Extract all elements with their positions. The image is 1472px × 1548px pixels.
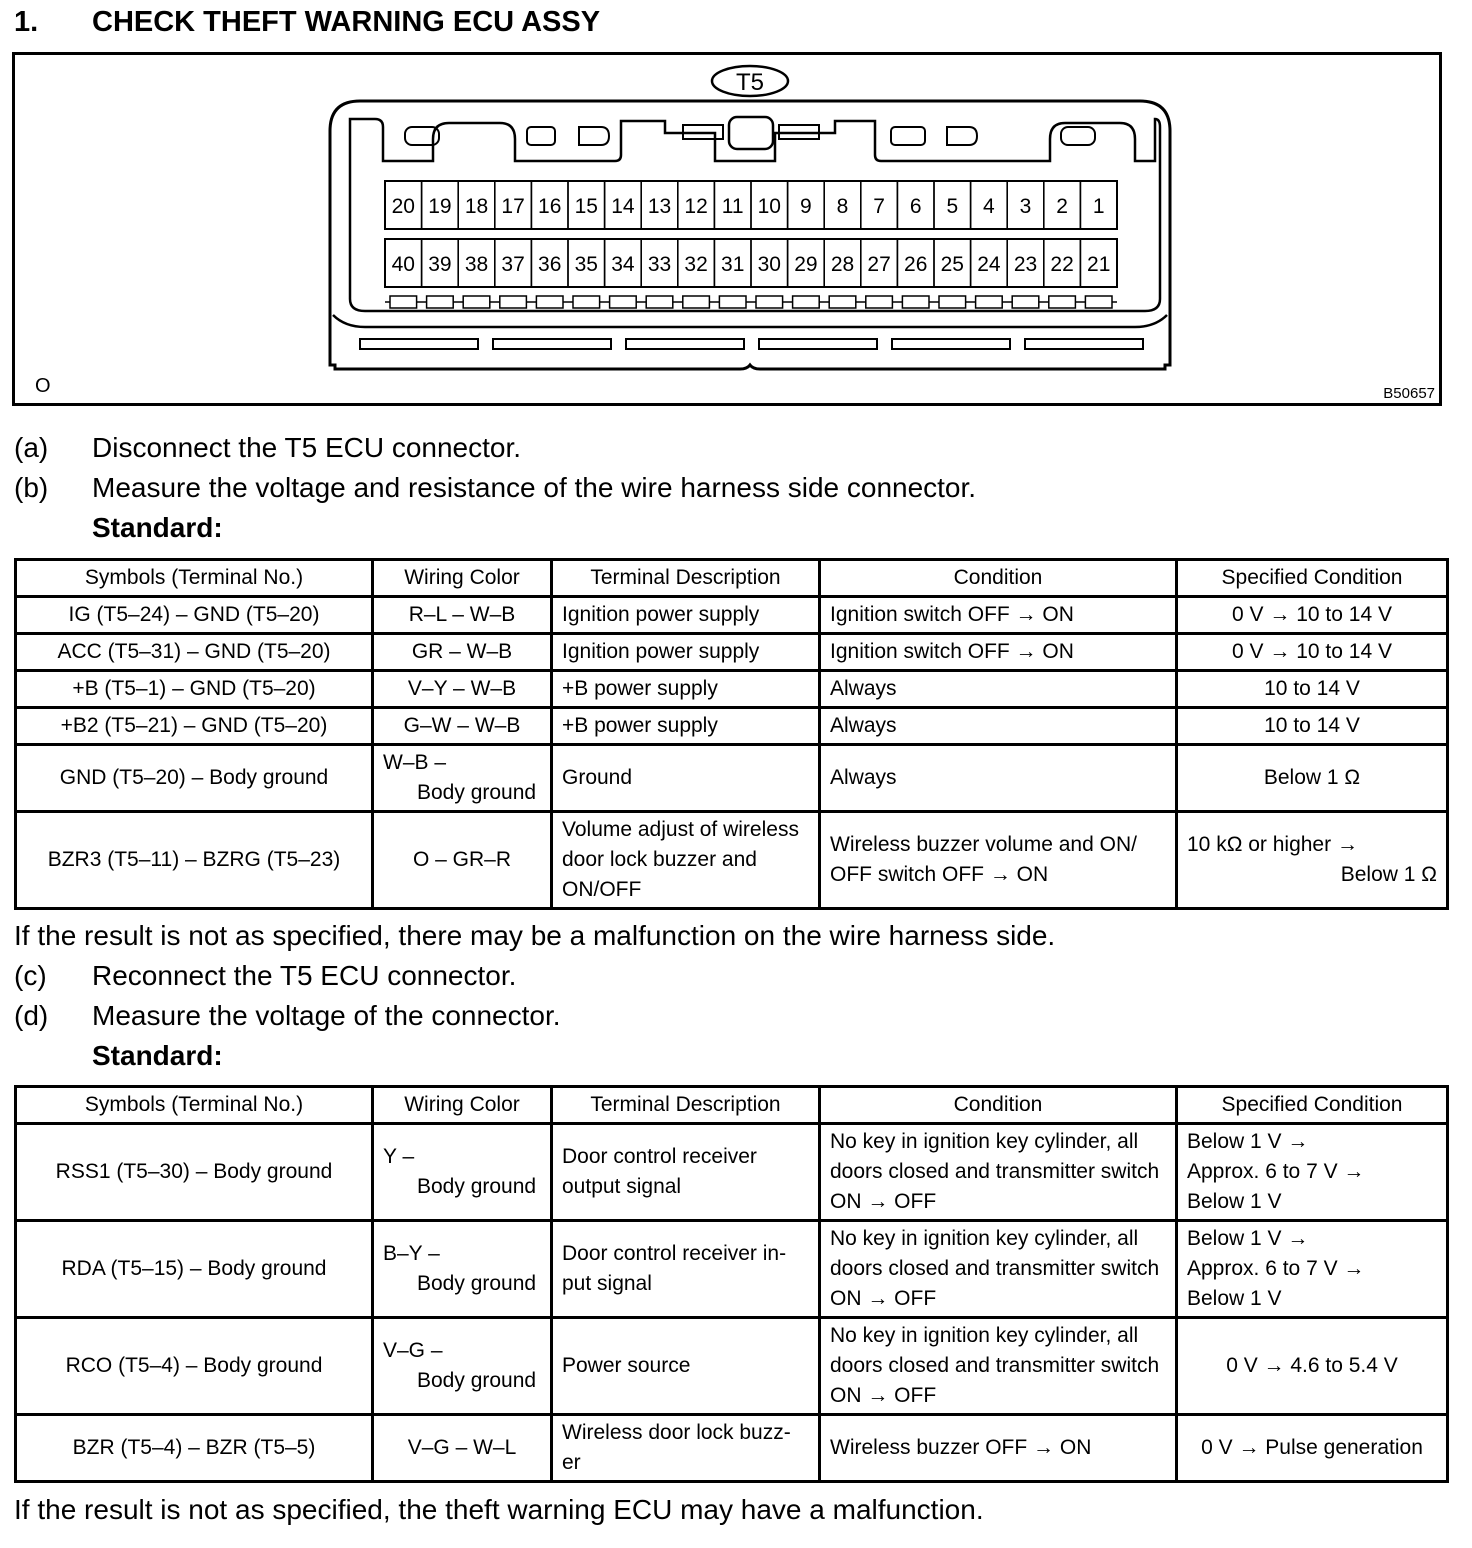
- cell-color: R–L – W–B: [373, 597, 552, 634]
- cell-color: [373, 1318, 552, 1415]
- terminal-number: 1: [1092, 195, 1105, 218]
- step-label: (a): [14, 432, 49, 463]
- spec-line: Below 1 V →: [1187, 1227, 1309, 1250]
- key-slot: [527, 127, 555, 145]
- terminal-number: 35: [574, 253, 598, 276]
- cell-cond: No key in ignition key cylinder, all doors closed and transmitter switch ON → OFF: [820, 1221, 1177, 1318]
- cell-desc: Ground: [552, 745, 820, 812]
- step-label: (d): [14, 1000, 49, 1031]
- pin: [390, 296, 417, 308]
- step-text: Measure the voltage of the connector.: [92, 1000, 561, 1031]
- terminal-number: 27: [867, 253, 891, 276]
- color-line: Body ground: [417, 1272, 537, 1295]
- terminal-number: 24: [977, 253, 1001, 276]
- pin: [976, 296, 1003, 308]
- spec-line: 10 kΩ or higher →: [1187, 833, 1358, 856]
- cell-color: O – GR–R: [373, 812, 552, 909]
- pin: [829, 296, 856, 308]
- terminal-number: 22: [1050, 253, 1074, 276]
- terminals-group: [385, 181, 1117, 287]
- pin: [1012, 296, 1039, 308]
- cell-symbol: BZR (T5–4) – BZR (T5–5): [16, 1415, 373, 1482]
- spec-line: Below 1 V →: [1187, 1130, 1309, 1153]
- cell-spec: [1177, 1124, 1448, 1221]
- cell-cond: Always: [820, 671, 1177, 708]
- step-text: Measure the voltage and resistance of the wire harness side connector.: [92, 472, 977, 503]
- header-symbols: Symbols (Terminal No.): [16, 560, 373, 597]
- color-line: Body ground: [417, 1369, 537, 1392]
- cell-spec: [1177, 1221, 1448, 1318]
- color-line: W–B –: [383, 751, 447, 774]
- cell-color: V–Y – W–B: [373, 671, 552, 708]
- table-row: [16, 1415, 1448, 1482]
- step-d: [14, 1000, 561, 1032]
- header-condition: Condition: [820, 560, 1177, 597]
- step-a: [14, 432, 521, 464]
- cell-cond: Wireless buzzer volume and ON/ OFF switch OFF → ON: [820, 812, 1177, 909]
- cell-spec: 0 V → Pulse generation: [1177, 1415, 1448, 1482]
- table-header-row: [16, 1087, 1448, 1124]
- cell-symbol: RDA (T5–15) – Body ground: [16, 1221, 373, 1318]
- header-wiring-color: Wiring Color: [373, 1087, 552, 1124]
- key-slot: [579, 127, 609, 145]
- pin: [756, 296, 783, 308]
- cell-desc: Door control receiver output signal: [552, 1124, 820, 1221]
- header-symbols: Symbols (Terminal No.): [16, 1087, 373, 1124]
- figure-left-mark: O: [35, 375, 51, 397]
- table-row: [16, 671, 1448, 708]
- table-row: [16, 1221, 1448, 1318]
- cell-spec: 0 V → 10 to 14 V: [1177, 597, 1448, 634]
- center-key: [729, 117, 773, 149]
- cell-cond: Always: [820, 708, 1177, 745]
- key-slot: [1061, 127, 1095, 145]
- terminal-number: 2: [1056, 195, 1068, 218]
- figure-code: B50657: [1383, 385, 1435, 402]
- terminal-number: 33: [647, 253, 672, 276]
- terminal-number: 4: [983, 195, 995, 218]
- cell-color: [373, 1124, 552, 1221]
- bottom-slot: [759, 339, 877, 349]
- key-slot: [891, 127, 925, 145]
- cell-symbol: GND (T5–20) – Body ground: [16, 745, 373, 812]
- table-row: [16, 634, 1448, 671]
- terminal-number: 26: [904, 253, 928, 276]
- table-header-row: [16, 560, 1448, 597]
- pin: [683, 296, 710, 308]
- terminal-number: 10: [757, 195, 781, 218]
- note-harness: If the result is not as specified, there may be a malfunction on the wire harness side.: [14, 920, 1056, 951]
- terminal-number: 31: [721, 253, 745, 276]
- terminal-number: 13: [647, 195, 672, 218]
- terminal-number: 14: [611, 195, 635, 218]
- terminal-number: 18: [464, 195, 489, 218]
- cell-spec: 10 to 14 V: [1177, 708, 1448, 745]
- pin: [719, 296, 746, 308]
- connector-figure: [12, 52, 1442, 406]
- cell-spec: 0 V → 4.6 to 5.4 V: [1177, 1318, 1448, 1415]
- harness-spec-table: [14, 558, 1449, 910]
- cell-color: [373, 745, 552, 812]
- pin: [427, 296, 454, 308]
- terminal-number: 40: [391, 253, 415, 276]
- cell-symbol: BZR3 (T5–11) – BZRG (T5–23): [16, 812, 373, 909]
- table-row: [16, 708, 1448, 745]
- connector-housing: [330, 101, 1170, 369]
- cell-desc: Ignition power supply: [552, 634, 820, 671]
- terminal-number: 11: [721, 195, 744, 218]
- step-text: Disconnect the T5 ECU connector.: [92, 432, 522, 463]
- cell-symbol: RCO (T5–4) – Body ground: [16, 1318, 373, 1415]
- terminal-number: 16: [538, 195, 562, 218]
- header-wiring-color: Wiring Color: [373, 560, 552, 597]
- terminal-number: 21: [1087, 253, 1111, 276]
- cell-symbol: IG (T5–24) – GND (T5–20): [16, 597, 373, 634]
- terminal-number: 17: [501, 195, 525, 218]
- step-label: (b): [14, 472, 49, 503]
- table-row: [16, 1318, 1448, 1415]
- pin: [939, 296, 966, 308]
- table-row: [16, 597, 1448, 634]
- bottom-slot: [493, 339, 611, 349]
- bottom-slot: [360, 339, 478, 349]
- cell-desc: Power source: [552, 1318, 820, 1415]
- section-title: CHECK THEFT WARNING ECU ASSY: [92, 6, 601, 38]
- spec-line: Approx. 6 to 7 V →: [1187, 1160, 1365, 1183]
- cell-color: [373, 1221, 552, 1318]
- terminal-number: 39: [428, 253, 452, 276]
- pin: [463, 296, 490, 308]
- header-specified-condition: Specified Condition: [1177, 1087, 1448, 1124]
- cell-symbol: +B2 (T5–21) – GND (T5–20): [16, 708, 373, 745]
- pin: [573, 296, 600, 308]
- table-row: [16, 1124, 1448, 1221]
- terminal-number: 23: [1013, 253, 1038, 276]
- pin: [536, 296, 563, 308]
- color-line: V–G –: [383, 1339, 443, 1362]
- section-number: 1.: [14, 6, 39, 38]
- pin: [866, 296, 893, 308]
- connector-label: T5: [735, 69, 765, 96]
- cell-desc: +B power supply: [552, 671, 820, 708]
- cell-color: V–G – W–L: [373, 1415, 552, 1482]
- step-text: Reconnect the T5 ECU connector.: [92, 960, 517, 991]
- terminal-number: 32: [684, 253, 708, 276]
- bottom-slot: [892, 339, 1010, 349]
- cell-desc: Door control receiver in- put signal: [552, 1221, 820, 1318]
- connector-spec-table: [14, 1085, 1449, 1483]
- housing-flange: [333, 315, 1167, 327]
- pin: [793, 296, 820, 308]
- cell-spec: Below 1 Ω: [1177, 745, 1448, 812]
- step-b: [14, 472, 976, 504]
- cell-spec: 10 to 14 V: [1177, 671, 1448, 708]
- step-c: [14, 960, 516, 992]
- cell-color: G–W – W–B: [373, 708, 552, 745]
- header-specified-condition: Specified Condition: [1177, 560, 1448, 597]
- header-terminal-description: Terminal Description: [552, 1087, 820, 1124]
- terminal-number: 37: [501, 253, 525, 276]
- bottom-slot: [1025, 339, 1143, 349]
- terminal-number: 12: [684, 195, 708, 218]
- color-line: B–Y –: [383, 1242, 440, 1265]
- spec-line: Approx. 6 to 7 V →: [1187, 1257, 1365, 1280]
- pin: [1085, 296, 1112, 308]
- standard-label: Standard:: [92, 1040, 223, 1071]
- standard-label: Standard:: [92, 512, 223, 543]
- terminal-number: 34: [611, 253, 635, 276]
- cell-desc: Ignition power supply: [552, 597, 820, 634]
- terminal-number: 20: [391, 195, 415, 218]
- cell-cond: Wireless buzzer OFF → ON: [820, 1415, 1177, 1482]
- bottom-slot: [626, 339, 744, 349]
- pin: [902, 296, 929, 308]
- table-row: [16, 812, 1448, 909]
- pin: [500, 296, 527, 308]
- terminal-number: 28: [830, 253, 855, 276]
- terminal-number: 6: [909, 195, 922, 218]
- terminal-number: 19: [428, 195, 452, 218]
- header-terminal-description: Terminal Description: [552, 560, 820, 597]
- pin-strip: [385, 296, 1117, 308]
- step-label: (c): [14, 960, 47, 991]
- header-condition: Condition: [820, 1087, 1177, 1124]
- color-line: Y –: [383, 1145, 415, 1168]
- color-line: Body ground: [417, 1175, 537, 1198]
- terminal-number: 29: [794, 253, 818, 276]
- cell-spec: [1177, 812, 1448, 909]
- cell-cond: No key in ignition key cylinder, all doors closed and transmitter switch ON → OFF: [820, 1124, 1177, 1221]
- terminal-number: 30: [757, 253, 781, 276]
- terminal-number: 8: [836, 195, 849, 218]
- spec-line: Below 1 V: [1187, 1287, 1282, 1310]
- terminal-number: 36: [538, 253, 562, 276]
- terminal-number: 7: [873, 195, 885, 218]
- pin: [646, 296, 673, 308]
- cell-symbol: RSS1 (T5–30) – Body ground: [16, 1124, 373, 1221]
- spec-line: Below 1 V: [1187, 1190, 1282, 1213]
- cell-cond: No key in ignition key cylinder, all doors closed and transmitter switch ON → OFF: [820, 1318, 1177, 1415]
- terminal-number: 38: [464, 253, 489, 276]
- cell-desc: Wireless door lock buzz- er: [552, 1415, 820, 1482]
- cell-spec: 0 V → 10 to 14 V: [1177, 634, 1448, 671]
- spec-line: Below 1 Ω: [1340, 863, 1437, 886]
- key-slot: [947, 127, 977, 145]
- cell-cond: Ignition switch OFF → ON: [820, 597, 1177, 634]
- terminal-number: 25: [940, 253, 964, 276]
- cell-desc: +B power supply: [552, 708, 820, 745]
- cell-cond: Ignition switch OFF → ON: [820, 634, 1177, 671]
- pin: [610, 296, 637, 308]
- color-line: Body ground: [417, 781, 537, 804]
- terminal-number: 5: [946, 195, 959, 218]
- note-ecu: If the result is not as specified, the theft warning ECU may have a malfunction.: [14, 1494, 984, 1525]
- terminal-number: 9: [800, 195, 812, 218]
- table-row: [16, 745, 1448, 812]
- cell-symbol: ACC (T5–31) – GND (T5–20): [16, 634, 373, 671]
- terminal-number: 3: [1019, 195, 1032, 218]
- section-heading: [14, 6, 600, 39]
- cell-symbol: +B (T5–1) – GND (T5–20): [16, 671, 373, 708]
- pin: [1049, 296, 1076, 308]
- cell-color: GR – W–B: [373, 634, 552, 671]
- cell-cond: Always: [820, 745, 1177, 812]
- terminal-number: 15: [574, 195, 598, 218]
- connector-diagram: [15, 55, 1439, 403]
- cell-desc: Volume adjust of wireless door lock buzzer and ON/OFF: [552, 812, 820, 909]
